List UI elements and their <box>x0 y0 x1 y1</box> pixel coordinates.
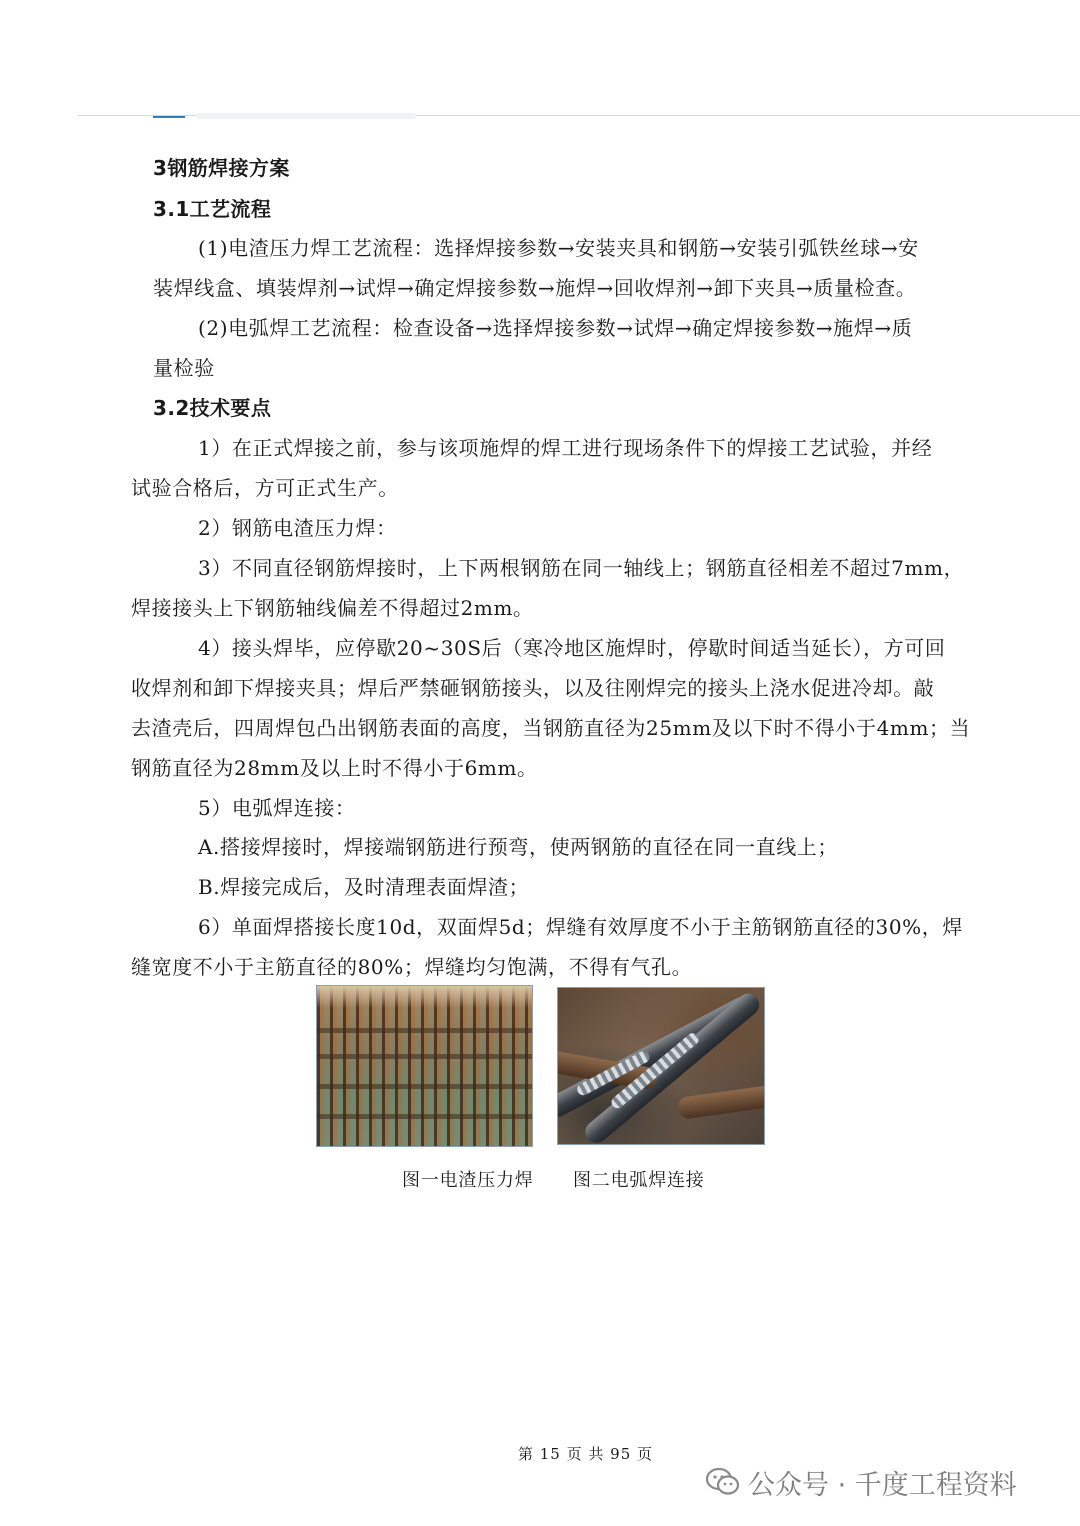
subsection-heading: 3.1工艺流程 <box>153 197 272 221</box>
paragraph-line: 去渣壳后，四周焊包凸出钢筋表面的高度，当钢筋直径为25mm及以下时不得小于4mm；当 <box>131 716 971 740</box>
wechat-icon <box>706 1467 740 1497</box>
section-heading: 3钢筋焊接方案 <box>153 156 290 180</box>
header-faint-text <box>196 113 416 119</box>
figure-caption-1: 图一电渣压力焊 <box>402 1170 534 1191</box>
paragraph-line: 装焊线盒、填装焊剂→试焊→确定焊接参数→施焊→回收焊剂→卸下夹具→质量检查。 <box>153 276 917 300</box>
paragraph-line: 4）接头焊毕，应停歇20~30S后（寒冷地区施焊时，停歇时间适当延长），方可回 <box>198 636 946 660</box>
watermark <box>706 1462 1017 1502</box>
paragraph-line: 焊接接头上下钢筋轴线偏差不得超过2mm。 <box>131 596 534 620</box>
page-number: 第 15 页 共 95 页 <box>518 1445 654 1463</box>
paragraph-line: 2）钢筋电渣压力焊： <box>198 516 397 540</box>
figure-electroslag-photo <box>316 985 533 1147</box>
paragraph-line: 3）不同直径钢筋焊接时，上下两根钢筋在同一轴线上；钢筋直径相差不超过7mm， <box>198 556 965 580</box>
paragraph-line: (2)电弧焊工艺流程：检查设备→选择焊接参数→试焊→确定焊接参数→施焊→质 <box>198 316 913 340</box>
figure-caption-2: 图二电弧焊连接 <box>573 1170 705 1191</box>
watermark-label: 公众号 · 千度工程资料 <box>748 1469 1017 1501</box>
paragraph-line: 收焊剂和卸下焊接夹具；焊后严禁砸钢筋接头，以及往刚焊完的接头上浇水促进冷却。敲 <box>131 676 935 700</box>
paragraph-line: (1)电渣压力焊工艺流程：选择焊接参数→安装夹具和钢筋→安装引弧铁丝球→安 <box>198 236 919 260</box>
subsection-heading: 3.2技术要点 <box>153 396 272 420</box>
paragraph-line: 1）在正式焊接之前，参与该项施焊的焊工进行现场条件下的焊接工艺试验，并经 <box>198 436 933 460</box>
paragraph-line: 缝宽度不小于主筋直径的80%；焊缝均匀饱满，不得有气孔。 <box>131 955 693 979</box>
paragraph-line: 钢筋直径为28mm及以上时不得小于6mm。 <box>131 756 538 780</box>
paragraph-line: 6）单面焊搭接长度10d，双面焊5d；焊缝有效厚度不小于主筋钢筋直径的30%，焊 <box>198 915 963 939</box>
header-accent-bar <box>153 116 185 118</box>
paragraph-line: 量检验 <box>153 356 215 380</box>
paragraph-line: B.焊接完成后，及时清理表面焊渣； <box>198 875 530 899</box>
figure-arc-weld-photo <box>557 987 765 1145</box>
paragraph-line: 5）电弧焊连接： <box>198 796 356 820</box>
paragraph-line: A.搭接焊接时，焊接端钢筋进行预弯，使两钢筋的直径在同一直线上； <box>198 835 838 859</box>
paragraph-line: 试验合格后，方可正式生产。 <box>131 476 399 500</box>
